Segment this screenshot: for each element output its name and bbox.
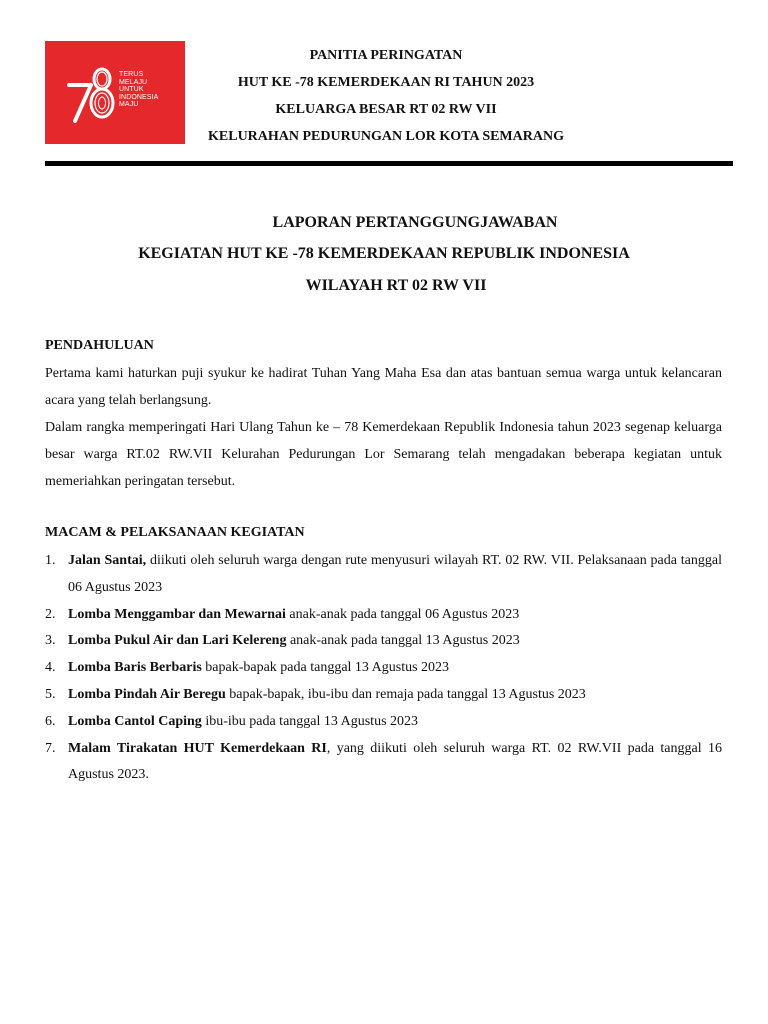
activity-description: , yang diikuti oleh seluruh warga RT. 02 RW.VII pada tanggal 16 Agustus 2023.	[68, 740, 722, 783]
letterhead-line-district: KELURAHAN PEDURUNGAN LOR KOTA SEMARANG	[208, 129, 564, 144]
letterhead-divider	[45, 161, 733, 166]
activity-item	[45, 736, 722, 790]
activity-name: Lomba Baris Berbaris	[68, 660, 202, 676]
logo-tagline-line: UNTUK	[119, 86, 144, 94]
activity-item	[45, 682, 722, 709]
logo-tagline-line: MELAJU	[119, 78, 148, 86]
logo-tagline-line: INDONESIA	[119, 93, 159, 101]
letterhead-line-family: KELUARGA BESAR RT 02 RW VII	[275, 102, 497, 117]
activity-description: anak-anak pada tanggal 06 Agustus 2023	[285, 606, 520, 622]
activity-name: Lomba Pindah Air Beregu	[68, 686, 226, 702]
activity-number: 5.	[45, 686, 56, 702]
section-heading-kegiatan: MACAM & PELAKSANAAN KEGIATAN	[45, 525, 305, 540]
intro-paragraph-1: Pertama kami haturkan puji syukur ke hadirat Tuhan Yang Maha Esa dan atas bantuan semua warga untuk kelancaran acara yang telah berlangsung.	[45, 366, 722, 408]
activity-number: 1.	[45, 553, 56, 568]
letterhead	[190, 44, 582, 152]
activity-item	[45, 548, 722, 602]
logo-78-mark	[45, 41, 185, 144]
activity-name: Lomba Menggambar dan Mewarnai	[68, 606, 286, 622]
activity-description: ibu-ibu pada tanggal 13 Agustus 2023	[201, 713, 419, 729]
hut-ri-78-logo	[45, 41, 185, 144]
report-title-line1: LAPORAN PERTANGGUNGJAWABAN	[272, 214, 558, 231]
activity-item	[45, 655, 722, 682]
logo-tagline	[119, 71, 158, 109]
activity-item	[45, 709, 722, 736]
activity-number: 6.	[45, 713, 56, 729]
letterhead-line-committee: PANITIA PERINGATAN	[309, 48, 463, 63]
activity-name: Malam Tirakatan HUT Kemerdekaan RI	[68, 740, 327, 756]
section-heading-pendahuluan: PENDAHULUAN	[45, 338, 154, 353]
activity-number: 7.	[45, 740, 56, 756]
letterhead-line-event: HUT KE -78 KEMERDEKAAN RI TAHUN 2023	[237, 75, 535, 90]
activity-list	[45, 548, 722, 789]
logo-tagline-line: TERUS	[119, 71, 144, 78]
activity-number: 2.	[45, 606, 56, 622]
logo-tagline-line: MAJU	[119, 101, 139, 109]
activity-name: Lomba Cantol Caping	[68, 713, 202, 729]
activity-name: Jalan Santai,	[68, 553, 147, 568]
activity-number: 3.	[45, 633, 56, 649]
intro-paragraph-2: Dalam rangka memperingati Hari Ulang Tahun ke – 78 Kemerdekaan Republik Indonesia tahun 2023 segenap keluarga besar warga RT.02 RW.VII Kelurahan Pedurungan Lor Semarang telah mengadakan beberapa kegiatan untuk memeriahkan peringatan tersebut.	[45, 420, 722, 489]
activity-description: anak-anak pada tanggal 13 Agustus 2023	[286, 633, 520, 649]
report-title-line3: WILAYAH RT 02 RW VII	[305, 277, 487, 294]
activity-number: 4.	[45, 660, 56, 676]
activity-description: diikuti oleh seluruh warga dengan rute menyusuri wilayah RT. 02 RW. VII. Pelaksanaan pada tanggal 06 Agustus 2023	[68, 553, 722, 595]
activity-name: Lomba Pukul Air dan Lari Kelereng	[68, 633, 287, 649]
activity-description: bapak-bapak, ibu-ibu dan remaja pada tanggal 13 Agustus 2023	[225, 686, 586, 702]
activity-item	[45, 602, 722, 629]
activity-item	[45, 628, 722, 655]
report-title-line2: KEGIATAN HUT KE -78 KEMERDEKAAN REPUBLIK INDONESIA	[138, 245, 630, 262]
activity-description: bapak-bapak pada tanggal 13 Agustus 2023	[201, 660, 450, 676]
